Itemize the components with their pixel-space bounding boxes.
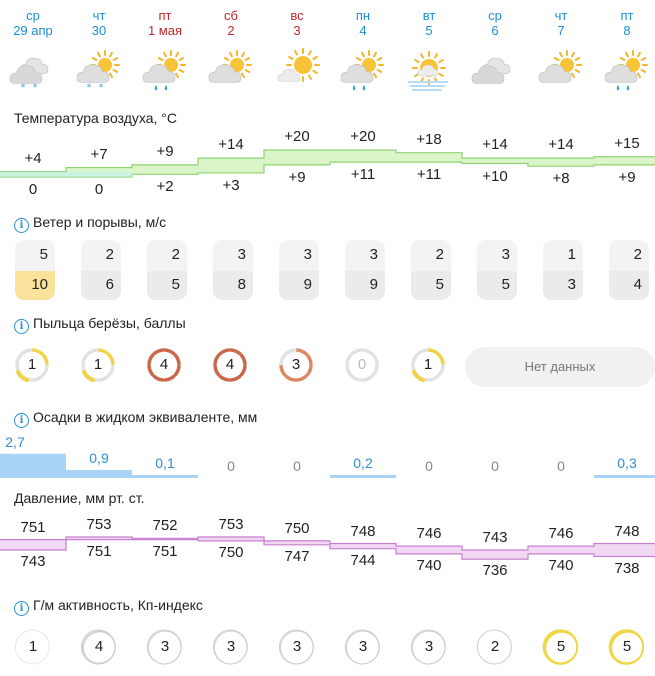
precipitation-label: 0 (227, 458, 235, 474)
kp-index-value: 5 (556, 638, 566, 655)
wind-cell (81, 240, 121, 300)
day-name: чт (92, 8, 106, 23)
wind-speed: 3 (237, 246, 246, 263)
kp-index-badge (344, 628, 382, 666)
geomagnetic-title-label: Г/м активность, Кп-индекс (33, 597, 203, 613)
pressure-min-label: 740 (416, 556, 442, 574)
precipitation-label: 0 (491, 458, 499, 474)
wind-gust-fill (477, 271, 517, 300)
partly-cloudy-icon (536, 48, 586, 100)
pollen-value: 3 (291, 356, 301, 373)
info-icon[interactable]: i (14, 218, 29, 233)
partly-cloudy-rain-icon (338, 48, 388, 100)
temperature-max-label: +4 (24, 149, 42, 167)
pressure-min-label: 740 (548, 556, 574, 574)
temperature-max-label: +20 (284, 128, 310, 145)
svg-text:*: * (32, 83, 38, 93)
pressure-min-label: 744 (350, 551, 376, 569)
pollen-value: 1 (27, 356, 37, 373)
pressure-max-label: 753 (86, 516, 112, 533)
pollen-gauge (279, 348, 313, 382)
day-name: сб (224, 8, 238, 23)
day-name: вс (290, 8, 304, 23)
pressure-max-label: 746 (416, 525, 442, 543)
day-name: пт (620, 8, 634, 23)
pollen-value: 1 (93, 356, 103, 373)
pollen-gauge (213, 348, 247, 382)
pressure-max-label: 751 (20, 518, 46, 536)
day-name: пн (355, 8, 371, 23)
kp-index-badge (476, 628, 514, 666)
temperature-min-label: +9 (288, 168, 306, 186)
kp-index-badge (410, 628, 448, 666)
pollen-value: 4 (159, 356, 169, 373)
wind-gust-fill (609, 271, 649, 300)
kp-index-value: 3 (226, 638, 236, 655)
wind-cell (213, 240, 253, 300)
temperature-cold-band (0, 172, 132, 177)
kp-index-badge (212, 628, 250, 666)
wind-speed: 2 (171, 246, 180, 263)
temperature-min-label: +3 (222, 176, 240, 194)
wind-cell (609, 240, 649, 300)
pressure-min-label: 751 (86, 542, 112, 560)
pollen-gauge (147, 348, 181, 382)
wind-cell (345, 240, 385, 300)
day-header (0, 8, 66, 38)
info-icon[interactable]: i (14, 413, 29, 428)
kp-index-value: 1 (28, 638, 38, 655)
temperature-max-label: +14 (548, 136, 574, 154)
day-header (528, 8, 594, 38)
svg-text:*: * (86, 83, 92, 93)
day-date: 8 (623, 23, 631, 38)
pollen-gauge (345, 348, 379, 382)
info-icon[interactable]: i (14, 601, 29, 616)
wind-gust-fill (279, 271, 319, 300)
precipitation-bar (330, 475, 396, 478)
kp-index-value: 3 (292, 638, 302, 655)
temperature-min-label: +2 (156, 178, 174, 196)
temperature-min-label: +11 (350, 166, 376, 184)
partly-cloudy-light-snow-icon (74, 48, 124, 100)
pollen-title-label: Пыльца берёзы, баллы (33, 315, 186, 331)
day-date: 30 (91, 23, 107, 38)
wind-gust: 10 (31, 276, 48, 293)
kp-index-value: 4 (94, 638, 104, 655)
wind-cell (543, 240, 583, 300)
day-date: 1 мая (147, 23, 183, 38)
temperature-max-label: +15 (614, 134, 640, 152)
precipitation-bar (66, 470, 132, 478)
wind-title[interactable] (14, 214, 166, 233)
day-header (198, 8, 264, 38)
pressure-min-label: 747 (284, 547, 310, 565)
pressure-max-label: 743 (482, 529, 508, 546)
day-header (66, 8, 132, 38)
temperature-max-label: +14 (218, 136, 244, 154)
day-date: 6 (491, 23, 499, 38)
temperature-max-label: +9 (156, 142, 174, 160)
wind-speed: 1 (567, 246, 576, 263)
temperature-min-label: +10 (482, 167, 508, 185)
day-header (264, 8, 330, 38)
wind-gust-fill (81, 271, 121, 300)
kp-index-badge (14, 628, 52, 666)
pressure-min-label: 750 (218, 543, 244, 561)
pressure-max-label: 750 (284, 519, 310, 537)
precipitation-bar (132, 475, 198, 478)
temperature-title: Температура воздуха, °C (14, 110, 177, 126)
wind-speed: 3 (369, 246, 378, 263)
pressure-max-label: 748 (350, 522, 376, 540)
pollen-gauge (411, 348, 445, 382)
day-name: чт (554, 8, 568, 23)
kp-index-value: 2 (490, 638, 500, 655)
kp-index-value: 5 (622, 638, 632, 655)
wind-speed: 2 (105, 246, 114, 263)
wind-gust: 5 (171, 276, 180, 293)
precipitation-label: 0 (425, 458, 433, 474)
temperature-max-label: +7 (90, 145, 108, 163)
pollen-value: 4 (225, 356, 235, 373)
sunny-cloud-icon (272, 48, 322, 100)
cloudy-icon (470, 48, 520, 100)
info-icon[interactable]: i (14, 319, 29, 334)
wind-gust: 9 (303, 276, 312, 293)
partly-cloudy-rain-icon (602, 48, 652, 100)
temperature-max-label: +18 (416, 130, 442, 148)
day-date: 5 (425, 23, 433, 38)
precipitation-label: 0,1 (155, 455, 175, 471)
day-date: 2 (227, 23, 235, 38)
wind-cell (15, 240, 55, 300)
sunny-fog-icon (404, 48, 454, 100)
day-name: пт (158, 8, 172, 23)
pressure-max-label: 753 (218, 516, 244, 533)
wind-gust-fill (345, 271, 385, 300)
wind-cell (477, 240, 517, 300)
pressure-min-label: 738 (614, 559, 640, 577)
precipitation-bar (594, 475, 655, 478)
wind-gust: 3 (567, 276, 576, 293)
precipitation-label: 0,9 (89, 449, 109, 466)
partly-cloudy-icon (206, 48, 256, 100)
pressure-title: Давление, мм рт. ст. (14, 490, 145, 506)
pollen-title[interactable] (14, 315, 186, 334)
temperature-max-label: +14 (482, 136, 508, 154)
precipitation-label: 0,2 (353, 455, 373, 471)
kp-index-value: 3 (160, 638, 170, 655)
pollen-no-data-badge: Нет данных (465, 347, 655, 387)
wind-cell (411, 240, 451, 300)
pressure-min-label: 751 (152, 542, 178, 560)
pressure-max-label: 746 (548, 525, 574, 543)
wind-cell (147, 240, 187, 300)
wind-gust-fill (543, 271, 583, 300)
wind-gust: 8 (237, 276, 246, 293)
temperature-min-label: +11 (416, 166, 442, 184)
day-header (396, 8, 462, 38)
pollen-gauge (15, 348, 49, 382)
kp-index-value: 3 (358, 638, 368, 655)
pressure-max-label: 752 (152, 517, 178, 535)
pressure-min-label: 736 (482, 562, 508, 580)
precipitation-label: 0 (293, 458, 301, 474)
cloudy-light-snow-icon (8, 48, 58, 100)
kp-index-badge (608, 628, 646, 666)
wind-gust: 5 (435, 276, 444, 293)
wind-gust: 6 (105, 276, 114, 293)
day-date: 7 (557, 23, 565, 38)
pressure-max-label: 748 (614, 522, 640, 540)
kp-index-badge (542, 628, 580, 666)
kp-index-badge (278, 628, 316, 666)
geomagnetic-title[interactable] (14, 597, 203, 616)
pressure-min-label: 743 (20, 553, 46, 570)
day-name: ср (26, 8, 40, 23)
temperature-max-label: +20 (350, 128, 376, 145)
wind-gust: 5 (501, 276, 510, 293)
day-name: вт (422, 8, 436, 23)
precipitation-title[interactable] (14, 409, 257, 428)
day-date: 29 апр (13, 23, 53, 38)
svg-text:*: * (98, 83, 104, 93)
wind-speed: 5 (39, 246, 48, 263)
pollen-gauge (81, 348, 115, 382)
partly-cloudy-light-rain-icon (140, 48, 190, 100)
precipitation-bar (0, 454, 66, 478)
day-header (132, 8, 198, 38)
svg-text:*: * (20, 83, 26, 93)
day-date: 4 (359, 23, 367, 38)
wind-gust-fill (147, 271, 187, 300)
kp-index-badge (80, 628, 118, 666)
precipitation-label: 0,3 (617, 455, 637, 471)
precipitation-label: 0 (557, 458, 565, 474)
precipitation-label: 2,7 (5, 433, 25, 450)
temperature-min-label: 0 (94, 181, 104, 198)
day-header (594, 8, 655, 38)
wind-speed: 3 (303, 246, 312, 263)
wind-gust-fill (411, 271, 451, 300)
wind-cell (279, 240, 319, 300)
wind-speed: 2 (435, 246, 444, 263)
day-name: ср (488, 8, 502, 23)
day-header (462, 8, 528, 38)
temperature-min-label: +9 (618, 168, 636, 186)
pollen-value: 0 (357, 356, 367, 373)
precipitation-title-label: Осадки в жидком эквиваленте, мм (33, 409, 258, 425)
wind-title-label: Ветер и порывы, м/с (33, 214, 167, 230)
wind-gust: 9 (369, 276, 378, 293)
day-header (330, 8, 396, 38)
wind-speed: 3 (501, 246, 510, 263)
pollen-value: 1 (423, 356, 433, 373)
wind-gust: 4 (633, 276, 642, 293)
wind-gust-fill (213, 271, 253, 300)
temperature-min-label: 0 (28, 181, 38, 198)
wind-speed: 2 (633, 246, 642, 263)
day-date: 3 (293, 23, 301, 38)
kp-index-value: 3 (424, 638, 434, 655)
temperature-min-label: +8 (552, 170, 570, 188)
kp-index-badge (146, 628, 184, 666)
